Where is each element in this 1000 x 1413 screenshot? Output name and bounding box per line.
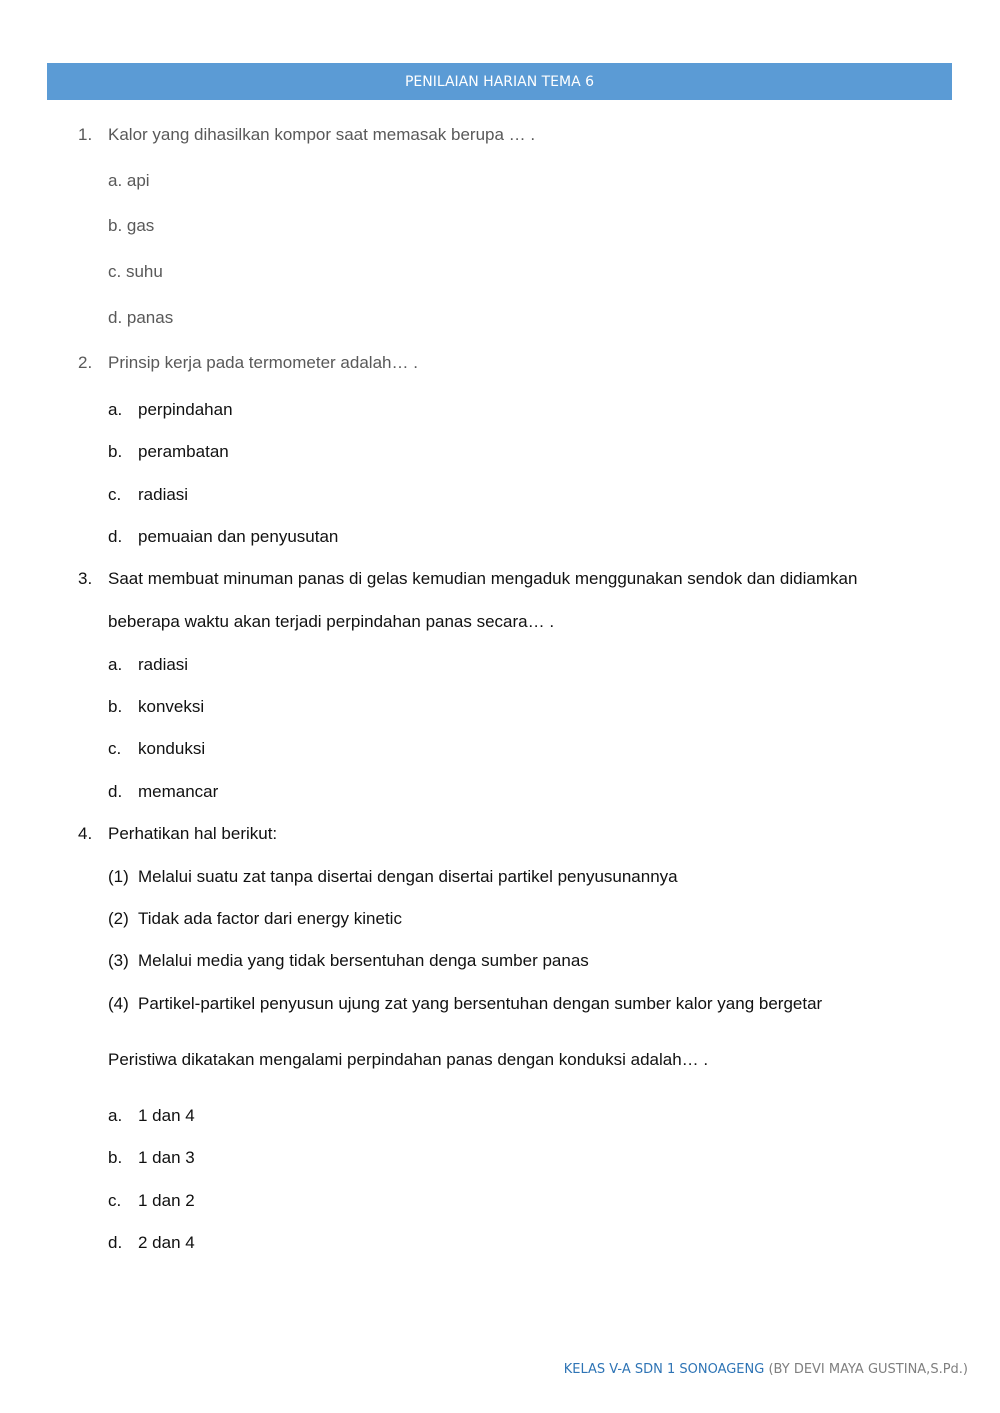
question-4-statement-3-label: (3): [108, 951, 129, 970]
question-2-option-c-letter: c.: [108, 485, 122, 504]
question-4-option-b: 1 dan 3: [138, 1148, 195, 1167]
question-4-option-a-letter: a.: [108, 1106, 123, 1125]
question-4-statement-1: Melalui suatu zat tanpa disertai dengan disertai partikel penyusunannya: [138, 867, 678, 886]
question-4-text: Perhatikan hal berikut:: [108, 824, 278, 843]
page-header: [47, 63, 952, 100]
question-4-statement-1-label: (1): [108, 867, 129, 886]
question-4-statement-4-label: (4): [108, 994, 129, 1013]
question-3-option-a-letter: a.: [108, 655, 123, 674]
question-4-statement-2-label: (2): [108, 909, 129, 928]
question-3-number: 3.: [78, 569, 93, 588]
question-4-option-d: 2 dan 4: [138, 1233, 195, 1252]
question-2-text: Prinsip kerja pada termometer adalah… .: [108, 353, 418, 372]
question-3-option-d: memancar: [138, 782, 219, 801]
question-1-number: 1.: [78, 125, 93, 144]
question-2-option-d-letter: d.: [108, 527, 123, 546]
question-4-statement-3: Melalui media yang tidak bersentuhan denga sumber panas: [138, 951, 589, 970]
question-2-option-b-letter: b.: [108, 442, 123, 461]
question-3-option-b-letter: b.: [108, 697, 123, 716]
question-4-option-c: 1 dan 2: [138, 1191, 195, 1210]
question-4-option-c-letter: c.: [108, 1191, 122, 1210]
page-footer: [564, 1362, 968, 1377]
question-4-statement-2: Tidak ada factor dari energy kinetic: [138, 909, 402, 928]
question-4-statement-4: Partikel-partikel penyusun ujung zat yang bersentuhan dengan sumber kalor yang bergetar: [138, 994, 823, 1013]
question-3-option-a: radiasi: [138, 655, 189, 674]
question-2-option-a-letter: a.: [108, 400, 123, 419]
question-3-option-d-letter: d.: [108, 782, 123, 801]
question-2-option-d: pemuaian dan penyusutan: [138, 527, 339, 546]
page-title: PENILAIAN HARIAN TEMA 6: [404, 73, 595, 90]
question-3-option-c: konduksi: [138, 739, 206, 758]
question-4-option-b-letter: b.: [108, 1148, 123, 1167]
question-1-option-c: c. suhu: [108, 262, 163, 281]
footer-school: KELAS V-A SDN 1 SONOAGENG: [563, 1362, 765, 1377]
question-3-text-line-1: Saat membuat minuman panas di gelas kemudian mengaduk menggunakan sendok dan didiamkan: [108, 569, 858, 588]
question-4-prompt: Peristiwa dikatakan mengalami perpindahan panas dengan konduksi adalah… .: [108, 1050, 709, 1069]
question-4-option-d-letter: d.: [108, 1233, 123, 1252]
footer-author: (BY DEVI MAYA GUSTINA,S.Pd.): [764, 1362, 968, 1377]
question-1-option-b: b. gas: [108, 216, 155, 235]
question-3-option-b: konveksi: [138, 697, 205, 716]
question-4-option-a: 1 dan 4: [138, 1106, 195, 1125]
question-1-text: Kalor yang dihasilkan kompor saat memasak berupa … .: [108, 125, 536, 144]
question-2-option-c: radiasi: [138, 485, 189, 504]
question-1-option-a: a. api: [108, 171, 150, 190]
question-1-option-d: d. panas: [108, 308, 174, 327]
question-3-text-line-2: beberapa waktu akan terjadi perpindahan panas secara… .: [108, 612, 555, 631]
question-3-option-c-letter: c.: [108, 739, 122, 758]
question-2-option-a: perpindahan: [138, 400, 233, 419]
question-4-number: 4.: [78, 824, 93, 843]
question-2-number: 2.: [78, 353, 93, 372]
question-2-option-b: perambatan: [138, 442, 229, 461]
